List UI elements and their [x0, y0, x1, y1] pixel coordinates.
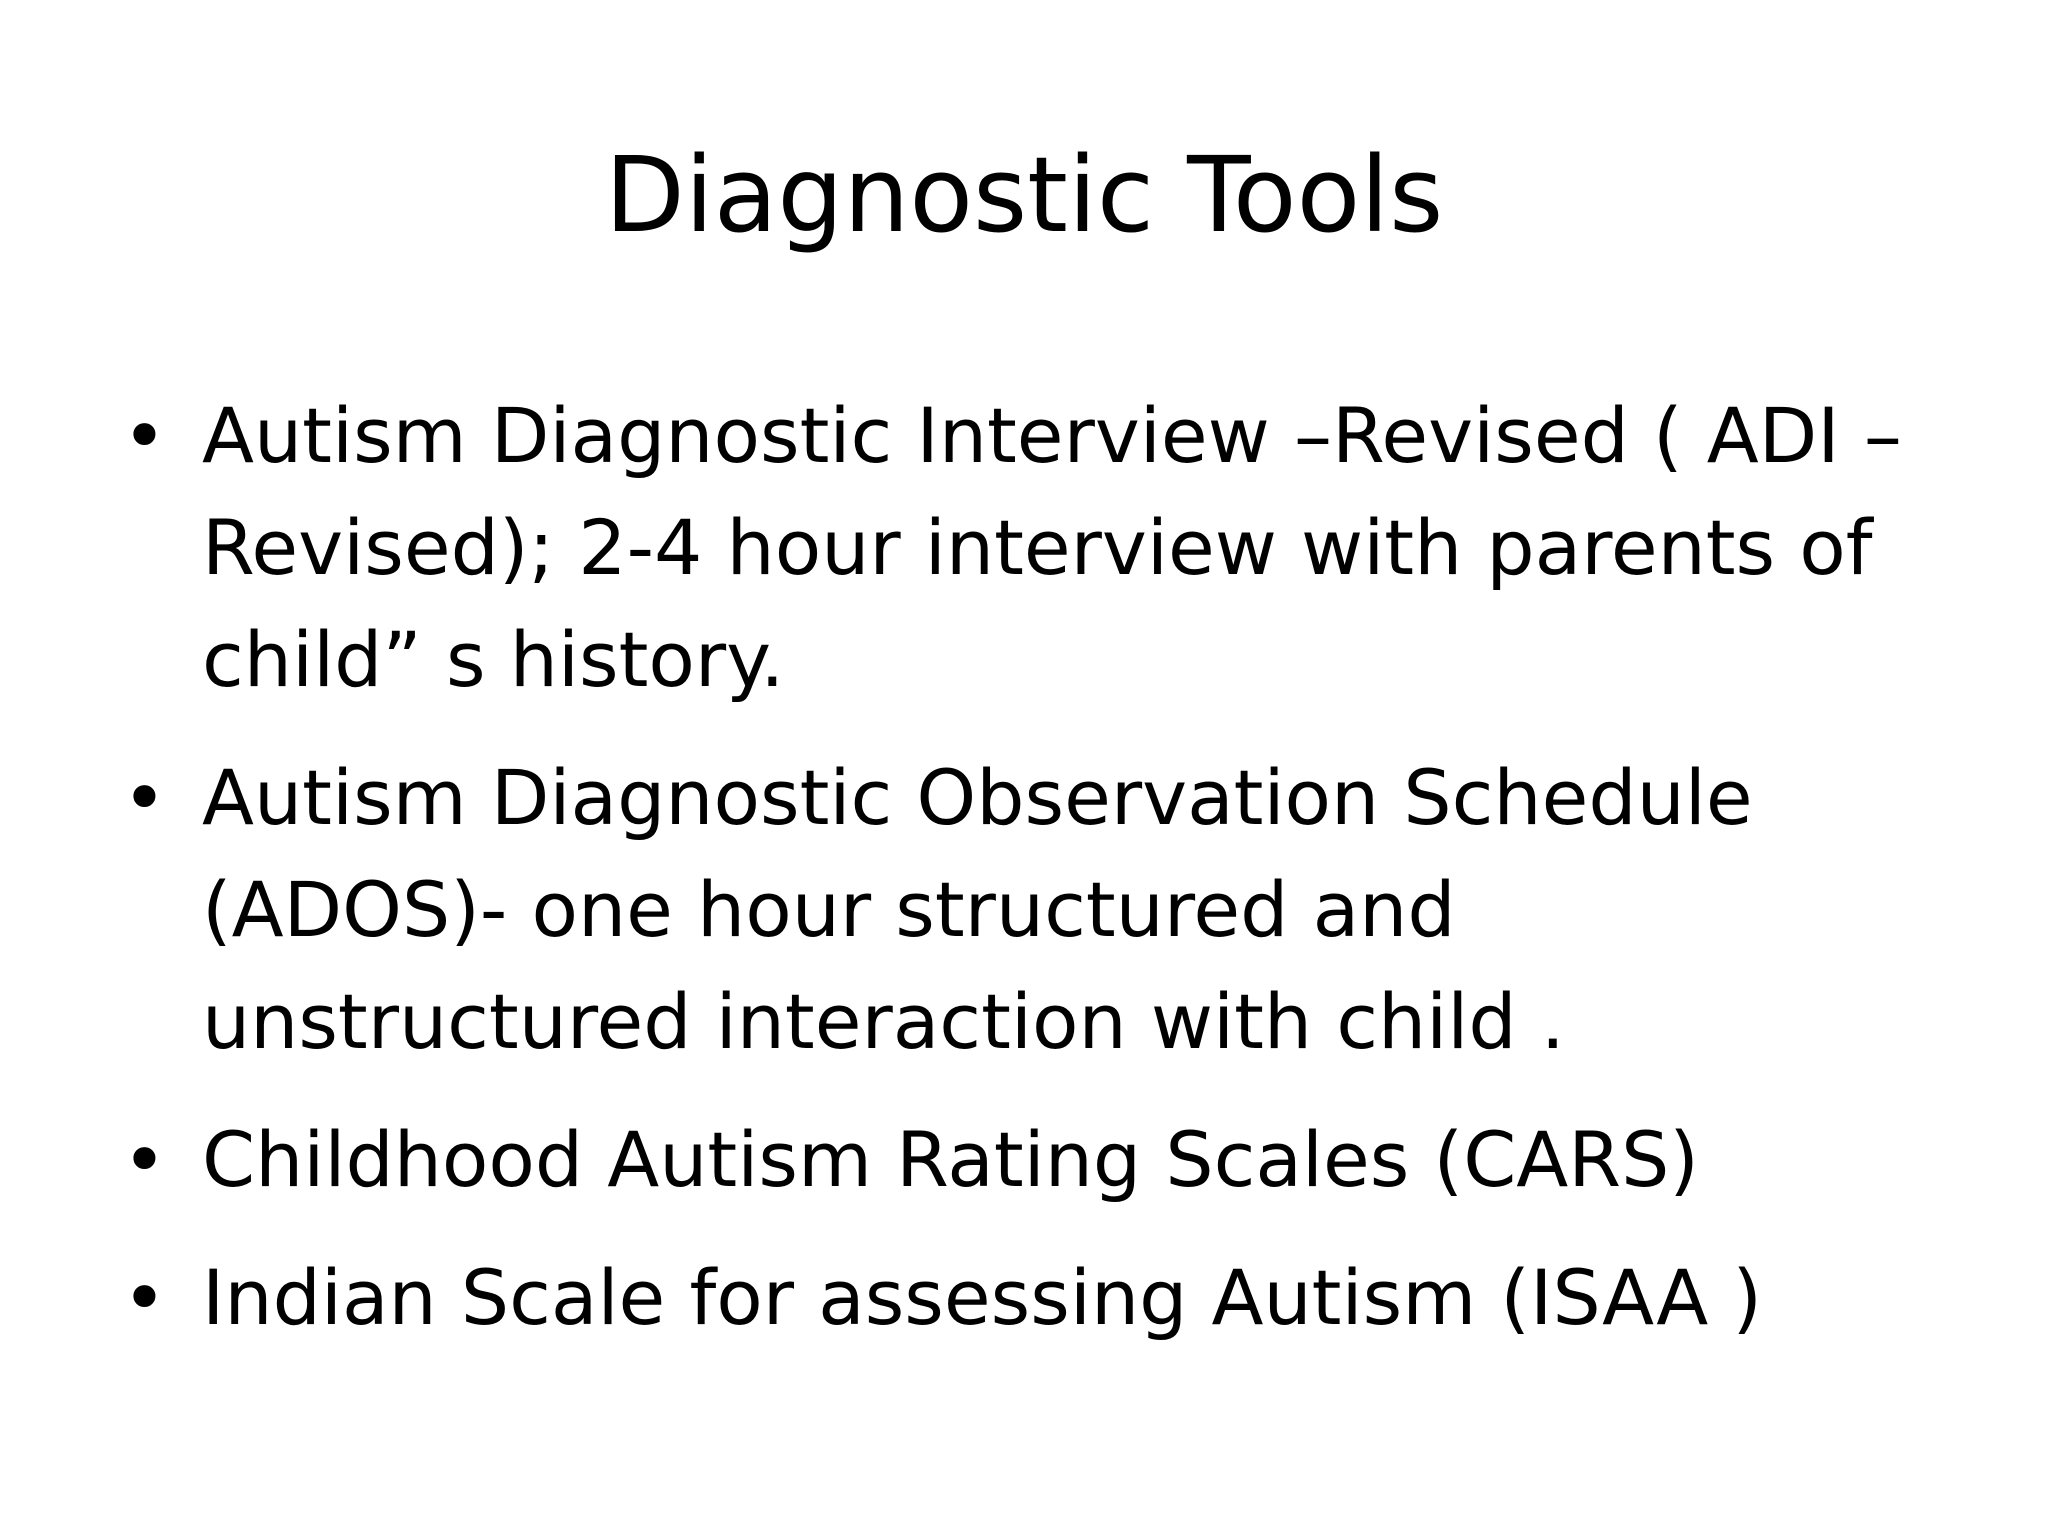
bullet-item-cars	[122, 1104, 1952, 1216]
bullet-icon: •	[122, 1115, 167, 1204]
bullet-list	[122, 380, 1952, 1380]
bullet-text: Indian Scale for assessing Autism (ISAA )	[202, 1253, 1763, 1342]
bullet-item-adi	[122, 380, 1952, 716]
bullet-text: Autism Diagnostic Observation Schedule (ADOS)- one hour structured and unstructured interaction with child .	[202, 753, 1753, 1066]
bullet-item-ados	[122, 742, 1952, 1078]
bullet-text: Autism Diagnostic Interview –Revised ( ADI – Revised); 2-4 hour interview with parents of child” s history.	[202, 391, 1902, 704]
bullet-text: Childhood Autism Rating Scales (CARS)	[202, 1115, 1699, 1204]
bullet-icon: •	[122, 391, 167, 480]
bullet-icon: •	[122, 753, 167, 842]
bullet-icon: •	[122, 1253, 167, 1342]
bullet-item-isaa	[122, 1242, 1952, 1354]
slide-title: Diagnostic Tools	[604, 134, 1444, 256]
